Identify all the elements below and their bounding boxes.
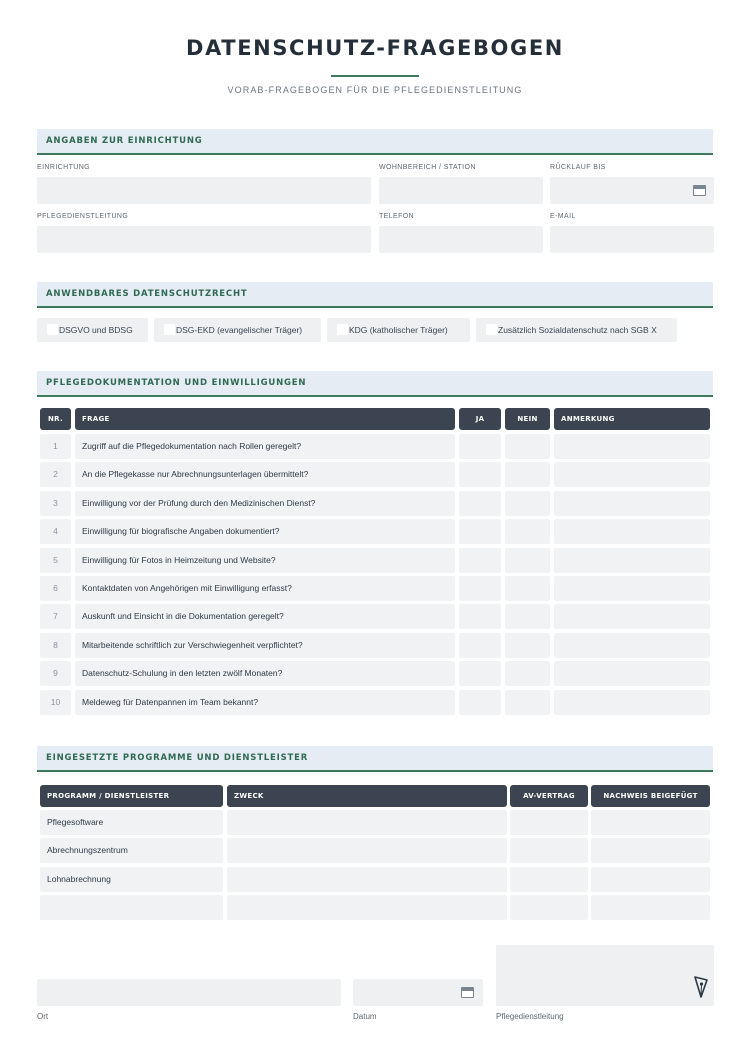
- calendar-icon[interactable]: [693, 185, 706, 196]
- pen-icon: [693, 975, 709, 999]
- ort-field[interactable]: [37, 979, 341, 1006]
- zweck-cell[interactable]: [227, 838, 507, 863]
- nein-cell[interactable]: [505, 519, 550, 544]
- ja-cell[interactable]: [459, 576, 501, 601]
- row-number: 6: [40, 576, 71, 601]
- anmerkung-cell[interactable]: [554, 548, 710, 573]
- program-name-cell[interactable]: Lohnabrechnung: [40, 867, 223, 892]
- col-header-frage: FRAGE: [75, 408, 455, 430]
- ja-cell[interactable]: [459, 661, 501, 686]
- row-question: Einwilligung für Fotos in Heimzeitung und Website?: [75, 548, 455, 573]
- section-programs-heading: EINGESETZTE PROGRAMME UND DIENSTLEISTER: [37, 746, 713, 772]
- anmerkung-cell[interactable]: [554, 576, 710, 601]
- anmerkung-cell[interactable]: [554, 491, 710, 516]
- ruecklauf-date-field[interactable]: [550, 177, 714, 204]
- signature-field[interactable]: [496, 945, 714, 1006]
- ja-cell[interactable]: [459, 434, 501, 459]
- row-question: An die Pflegekasse nur Abrechnungsunterlagen übermittelt?: [75, 462, 455, 487]
- nein-cell[interactable]: [505, 491, 550, 516]
- email-field[interactable]: [550, 226, 714, 253]
- anmerkung-cell[interactable]: [554, 462, 710, 487]
- av-vertrag-cell[interactable]: [510, 867, 588, 892]
- row-number: 4: [40, 519, 71, 544]
- email-label: E-MAIL: [550, 213, 576, 220]
- title-underline: [331, 75, 419, 77]
- nein-cell[interactable]: [505, 690, 550, 715]
- row-number: 7: [40, 604, 71, 629]
- zweck-cell[interactable]: [227, 810, 507, 835]
- anmerkung-cell[interactable]: [554, 604, 710, 629]
- row-question: Datenschutz-Schulung in den letzten zwölf Monaten?: [75, 661, 455, 686]
- law-option-sgb-x[interactable]: Zusätzlich Sozialdatenschutz nach SGB X: [476, 318, 677, 342]
- wohnbereich-field[interactable]: [379, 177, 543, 204]
- nachweis-cell[interactable]: [591, 810, 710, 835]
- anmerkung-cell[interactable]: [554, 690, 710, 715]
- col-header-anmerkung: ANMERKUNG: [554, 408, 710, 430]
- ruecklauf-label: RÜCKLAUF BIS: [550, 164, 606, 171]
- nein-cell[interactable]: [505, 633, 550, 658]
- ja-cell[interactable]: [459, 690, 501, 715]
- row-question: Mitarbeitende schriftlich zur Verschwiegenheit verpflichtet?: [75, 633, 455, 658]
- zweck-cell[interactable]: [227, 867, 507, 892]
- ja-cell[interactable]: [459, 462, 501, 487]
- anmerkung-cell[interactable]: [554, 519, 710, 544]
- av-vertrag-cell[interactable]: [510, 810, 588, 835]
- nachweis-cell[interactable]: [591, 838, 710, 863]
- col-header-zweck: ZWECK: [227, 785, 507, 807]
- ja-cell[interactable]: [459, 604, 501, 629]
- einrichtung-field[interactable]: [37, 177, 371, 204]
- nein-cell[interactable]: [505, 604, 550, 629]
- checkbox[interactable]: [47, 324, 58, 335]
- pdl-label: PFLEGEDIENSTLEITUNG: [37, 213, 129, 220]
- row-question: Einwilligung für biografische Angaben dokumentiert?: [75, 519, 455, 544]
- col-header-ja: JA: [459, 408, 501, 430]
- pdl-field[interactable]: [37, 226, 371, 253]
- row-number: 8: [40, 633, 71, 658]
- av-vertrag-cell[interactable]: [510, 838, 588, 863]
- av-vertrag-cell[interactable]: [510, 895, 588, 920]
- anmerkung-cell[interactable]: [554, 661, 710, 686]
- ort-label: Ort: [37, 1012, 49, 1021]
- datum-field[interactable]: [353, 979, 483, 1006]
- ja-cell[interactable]: [459, 491, 501, 516]
- row-question: Zugriff auf die Pflegedokumentation nach Rollen geregelt?: [75, 434, 455, 459]
- datum-label: Datum: [353, 1012, 377, 1021]
- nachweis-cell[interactable]: [591, 867, 710, 892]
- row-question: Auskunft und Einsicht in die Dokumentation geregelt?: [75, 604, 455, 629]
- col-header-nein: NEIN: [505, 408, 550, 430]
- checkbox[interactable]: [337, 324, 348, 335]
- row-question: Meldeweg für Datenpannen im Team bekannt?: [75, 690, 455, 715]
- nein-cell[interactable]: [505, 434, 550, 459]
- einrichtung-label: EINRICHTUNG: [37, 164, 91, 171]
- nein-cell[interactable]: [505, 462, 550, 487]
- zweck-cell[interactable]: [227, 895, 507, 920]
- row-number: 3: [40, 491, 71, 516]
- anmerkung-cell[interactable]: [554, 434, 710, 459]
- section-documentation-heading: PFLEGEDOKUMENTATION UND EINWILLIGUNGEN: [37, 371, 713, 397]
- program-name-cell[interactable]: Pflegesoftware: [40, 810, 223, 835]
- ja-cell[interactable]: [459, 519, 501, 544]
- col-header-nr: NR.: [40, 408, 71, 430]
- program-name-cell[interactable]: [40, 895, 223, 920]
- col-header-programm: PROGRAMM / DIENSTLEISTER: [40, 785, 223, 807]
- section-law-heading: ANWENDBARES DATENSCHUTZRECHT: [37, 282, 713, 308]
- nein-cell[interactable]: [505, 661, 550, 686]
- ja-cell[interactable]: [459, 633, 501, 658]
- checkbox[interactable]: [164, 324, 175, 335]
- nachweis-cell[interactable]: [591, 895, 710, 920]
- nein-cell[interactable]: [505, 576, 550, 601]
- page-title: DATENSCHUTZ-FRAGEBOGEN: [186, 36, 564, 60]
- pdl-signature-label: Pflegedienstleitung: [496, 1012, 564, 1021]
- program-name-cell[interactable]: Abrechnungszentrum: [40, 838, 223, 863]
- ja-cell[interactable]: [459, 548, 501, 573]
- law-option-dsgvo[interactable]: DSGVO und BDSG: [37, 318, 148, 342]
- row-question: Kontaktdaten von Angehörigen mit Einwilligung erfasst?: [75, 576, 455, 601]
- anmerkung-cell[interactable]: [554, 633, 710, 658]
- law-option-dsg-ekd[interactable]: DSG-EKD (evangelischer Träger): [154, 318, 321, 342]
- telefon-field[interactable]: [379, 226, 543, 253]
- col-header-nachweis: NACHWEIS BEIGEFÜGT: [591, 785, 710, 807]
- checkbox[interactable]: [486, 324, 497, 335]
- row-number: 9: [40, 661, 71, 686]
- row-number: 10: [40, 690, 71, 715]
- page-subtitle: VORAB-FRAGEBOGEN FÜR DIE PFLEGEDIENSTLEITUNG: [227, 85, 523, 95]
- row-number: 2: [40, 462, 71, 487]
- row-number: 1: [40, 434, 71, 459]
- section-facility-heading: ANGABEN ZUR EINRICHTUNG: [37, 129, 713, 155]
- nein-cell[interactable]: [505, 548, 550, 573]
- telefon-label: TELEFON: [379, 213, 415, 220]
- col-header-av-vertrag: AV-VERTRAG: [510, 785, 588, 807]
- row-number: 5: [40, 548, 71, 573]
- calendar-icon[interactable]: [461, 987, 474, 998]
- law-option-kdg[interactable]: KDG (katholischer Träger): [327, 318, 470, 342]
- wohnbereich-label: WOHNBEREICH / STATION: [379, 164, 476, 171]
- row-question: Einwilligung vor der Prüfung durch den Medizinischen Dienst?: [75, 491, 455, 516]
